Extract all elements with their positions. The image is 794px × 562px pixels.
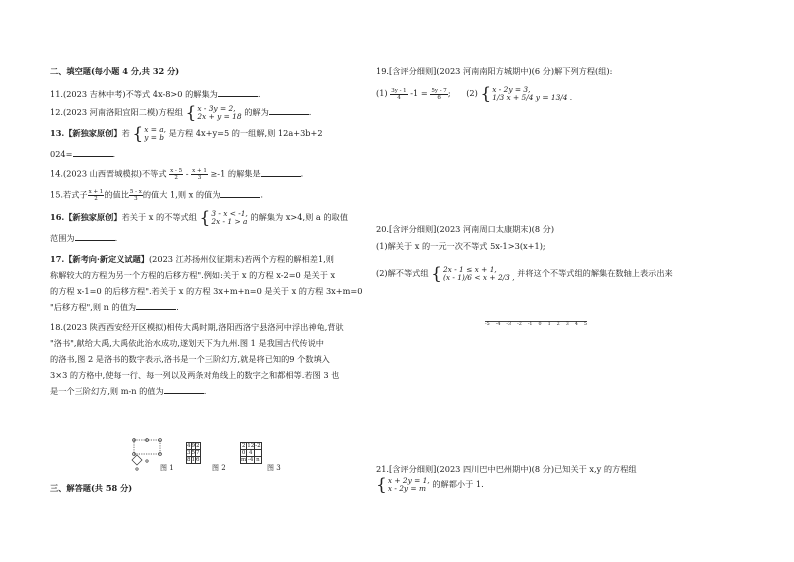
question-20-part1: (1)解关于 x 的一元一次不等式 5x-1>3(x+1); xyxy=(376,241,546,251)
number-line-tick: 4 xyxy=(574,322,578,327)
grid-cell: 2 xyxy=(241,443,246,449)
grid-cell: 9 xyxy=(191,443,195,449)
grid-cell: 8 xyxy=(187,457,191,463)
question-13-line2: 024= . xyxy=(50,149,116,159)
fraction: $\frac{5y - 7}{6}$ xyxy=(431,87,447,101)
fraction: $\frac{x + 1}{3}$ xyxy=(192,168,207,181)
question-21: 21.[含评分细则](2023 四川巴中巴州期中)(8 分)已知关于 x,y 的方程组 xyxy=(376,464,637,474)
question-16: 16.【新独家原创】若关于 x 的不等式组 { 3 - x < -1, 2x - 1 > a 的解集为 x>4,则 a 的取值 xyxy=(50,208,348,228)
question-21-system: { x + 2y = 1, x - 2y = m 的解都小于 1. xyxy=(376,475,484,495)
question-20: 20.[含评分细则](2023 河南周口太康期末)(8 分) xyxy=(376,224,555,234)
inequality-system: { 3 - x < -1, 2x - 1 > a xyxy=(199,208,248,228)
question-14: 14.(2023 山西晋城模拟)不等式 $\frac{x - 5}{2}$ - $\frac{x + 1}{3}$ ≥-1 的解集是 . xyxy=(50,168,304,181)
question-15: 15.若式子 $\frac{x + 1}{2}$ 的值比 $\frac{5 - x}{3}$ 的值大 1,则 x 的值为 . xyxy=(50,189,264,202)
fraction: $\frac{x + 1}{2}$ xyxy=(88,189,104,202)
equation-system: { x + 2y = 1, x - 2y = m xyxy=(376,475,430,495)
grid-cell: -4 xyxy=(248,457,254,463)
grid-cell xyxy=(255,450,261,457)
figure-1-label: 图 1 xyxy=(160,464,174,472)
inequality-system: { 2x - 1 ≤ x + 1, (x - 1)/6 < x + 2/3 , xyxy=(431,264,515,284)
question-11: 11.(2023 吉林中考)不等式 4x-8>0 的解集为 . xyxy=(50,89,261,99)
answer-blank[interactable] xyxy=(269,107,309,115)
grid-row xyxy=(187,450,201,457)
figure-3-label: 图 3 xyxy=(267,464,281,472)
number-line xyxy=(485,316,587,330)
grid-cell: 0 xyxy=(241,450,246,456)
fraction: $\frac{x - 5}{2}$ xyxy=(170,168,183,181)
grid-cell: -2 xyxy=(255,443,261,449)
grid-cell: n xyxy=(256,457,260,463)
number-line-tick: -1 xyxy=(527,322,533,327)
question-17-line2: 称解较大的方程为另一个方程的后移方程".例如:关于 x 的方程 x-2=0 是关于 x xyxy=(50,270,336,280)
answer-blank[interactable] xyxy=(261,169,301,177)
grid-cell: 3 xyxy=(187,450,191,456)
grid-row xyxy=(187,443,201,450)
question-20-part2: (2)解不等式组 { 2x - 1 ≤ x + 1, (x - 1)/6 < x + 2/3 , 并将这个不等式组的解集在数轴上表示出来 xyxy=(376,264,673,284)
number-line-tick: 2 xyxy=(556,322,560,327)
grid-row xyxy=(187,457,201,464)
question-17-line1: 17.【新考向·新定义试题】(2023 江苏扬州仪征期末)若两个方程的解相差1,则 xyxy=(50,254,334,264)
fraction: $\frac{3y - 1}{4}$ xyxy=(391,87,407,101)
magic-square-grid xyxy=(240,442,262,464)
number-line-tick: -5 xyxy=(485,322,490,327)
grid-row xyxy=(241,443,262,450)
grid-cell: m xyxy=(241,457,247,463)
question-18-line3: 的洛书,图 2 是洛书的数字表示,洛书是一个三阶幻方,就是将已知的9 个数填入 xyxy=(50,354,330,364)
fraction: $\frac{5 - x}{3}$ xyxy=(129,189,142,202)
number-line-tick: -2 xyxy=(517,322,522,327)
question-17-line3: 的方程 x-1=0 的后移方程".若关于 x 的方程 3x+m+n=0 是关于 x 的方程 3x+m=0 xyxy=(50,286,363,296)
question-18-line4: 3×3 的方格中,使每一行、每一列以及两条对角线上的数字之和都相等.若图 3 也 xyxy=(50,370,340,380)
number-line-ticks xyxy=(485,322,587,327)
question-16-line2: 范围为 . xyxy=(50,233,118,243)
grid-row xyxy=(241,457,262,464)
question-19-parts: (1) $\frac{3y - 1}{4}$ -1 = $\frac{5y - 7}{6}$ ; (2) { x - 2y = 3, 1/3 x + 5/4 y = 13/4 . xyxy=(376,84,573,104)
grid-cell: 4 xyxy=(187,443,191,449)
question-13: 13.【新独家原创】若 { x = a, y = b 是方程 4x+y=5 的一组解,则 12a+3b+2 xyxy=(50,124,323,144)
section-heading-fill-in: 二、填空题(每小题 4 分,共 32 分) xyxy=(50,66,180,76)
grid-cell: 12 xyxy=(247,443,255,449)
answer-blank[interactable] xyxy=(164,386,204,394)
answer-blank[interactable] xyxy=(73,149,113,157)
question-18-line1: 18.(2023 陕西西安经开区模拟)相传大禹时期,洛阳西洛宁县洛河中浮出神龟,背驮 xyxy=(50,322,344,332)
figure-2-label: 图 2 xyxy=(212,464,226,472)
question-19: 19.[含评分细则](2023 河南南阳方城期中)(6 分)解下列方程(组): xyxy=(376,66,613,76)
question-17-line4: "后移方程",则 n 的值为 . xyxy=(50,302,179,312)
grid-row xyxy=(241,450,262,457)
equation-system: { x = a, y = b xyxy=(132,124,167,144)
equation-system: { x - 2y = 3, 1/3 x + 5/4 y = 13/4 . xyxy=(480,84,573,104)
question-18-line2: "洛书",献给大禹,大禹依此治水成功,遂划天下为九州.图 1 是我国古代传说中 xyxy=(50,338,324,348)
number-line-tick: -3 xyxy=(506,322,512,327)
grid-cell: 5 xyxy=(191,450,195,456)
grid-cell: 6 xyxy=(196,457,200,463)
answer-blank[interactable] xyxy=(220,190,260,198)
question-12: 12.(2023 河南洛阳宜阳二模)方程组 { x - 3y = 2, 2x + y = 18 的解为 . xyxy=(50,103,312,123)
section-heading-solve: 三、解答题(共 58 分) xyxy=(50,483,133,493)
number-line-tick: 0 xyxy=(538,322,542,327)
equation-system: { x - 3y = 2, 2x + y = 18 xyxy=(185,103,242,123)
grid-cell: 1 xyxy=(191,457,195,463)
question-18-line5: 是一个三阶幻方,则 m-n 的值为 . xyxy=(50,386,207,396)
number-line-tick: 5 xyxy=(583,322,587,327)
grid-cell: 2 xyxy=(196,443,200,449)
grid-cell: 7 xyxy=(196,450,200,456)
luoshu-number-grid xyxy=(186,442,201,464)
answer-blank[interactable] xyxy=(136,302,176,310)
number-line-tick: 3 xyxy=(565,322,569,327)
grid-cell: 4 xyxy=(247,450,255,457)
luoshu-figure xyxy=(128,438,164,472)
number-line-tick: -4 xyxy=(495,322,501,327)
answer-blank[interactable] xyxy=(75,233,115,241)
number-line-tick: 1 xyxy=(547,322,551,327)
answer-blank[interactable] xyxy=(218,89,258,97)
